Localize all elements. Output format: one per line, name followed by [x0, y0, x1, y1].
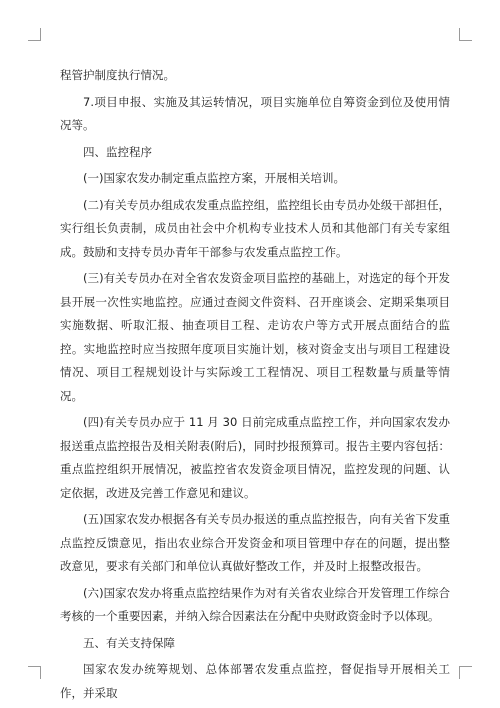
paragraph-procedure-5: (五)国家农发办根据各有关专员办报送的重点监控报告，向有关省下发重点监控反馈意见，指出农业综合开发资金和项目管理中存在的问题，提出整改意见，要求有关部门和单位认真做好整改工作，并及时上报整改报告。 [60, 512, 450, 573]
paragraph-procedure-3: (三)有关专员办在对全省农发资金项目监控的基础上，对选定的每个开发县开展一次性实地监控。应通过查阅文件资料、召开座谈会、定期采集项目实施数据、听取汇报、抽查项目工程、走访农户等方式开展点面结合的监控。实地监控时应当按照年度项目实施计划，核对资金支出与项目工程建设情况、项目工程规划设计与实际竣工工程情况、项目工程数量与质量等情况。 [60, 271, 450, 403]
crop-mark-bottom-right [459, 666, 472, 679]
paragraph-support-1: 国家农发办统筹规划、总体部署农发重点监控，督促指导开展相关工作，并采取 [60, 662, 450, 700]
paragraph-procedure-4: (四)有关专员办应于 11 月 30 日前完成重点监控工作，并向国家农发办报送重点监控报告及相关附表(附后)，同时抄报预算司。报告主要内容包括：重点监控组织开展情况，被监控省农发资金项目情况，监控发现的问题、认定依据，改进及完善工作意见和建议。 [60, 415, 450, 500]
crop-mark-bottom-left [28, 666, 41, 679]
section-heading-support: 五、有关支持保障 [83, 635, 175, 650]
document-body [60, 64, 450, 708]
crop-mark-top-left [28, 28, 41, 41]
paragraph-continuation: 程管护制度执行情况。 [60, 68, 175, 82]
paragraph-procedure-1: (一)国家农发办制定重点监控方案，开展相关培训。 [83, 171, 345, 185]
paragraph-item-7: 7.项目申报、实施及其运转情况，项目实施单位自筹资金到位及使用情况等。 [60, 94, 450, 132]
paragraph-procedure-2: (二)有关专员办组成农发重点监控组，监控组长由专员办处级干部担任，实行组长负责制，成员由社会中介机构专业技术人员和其他部门有关专家组成。鼓励和支持专员办青年干部参与农发重点监控工作。 [60, 197, 450, 259]
crop-mark-top-right [459, 28, 472, 41]
paragraph-procedure-6: (六)国家农发办将重点监控结果作为对有关省农业综合开发管理工作综合考核的一个重要因素，并纳入综合因素法在分配中央财政资金时予以体现。 [60, 585, 450, 623]
section-heading-monitoring-procedure: 四、监控程序 [83, 144, 152, 159]
